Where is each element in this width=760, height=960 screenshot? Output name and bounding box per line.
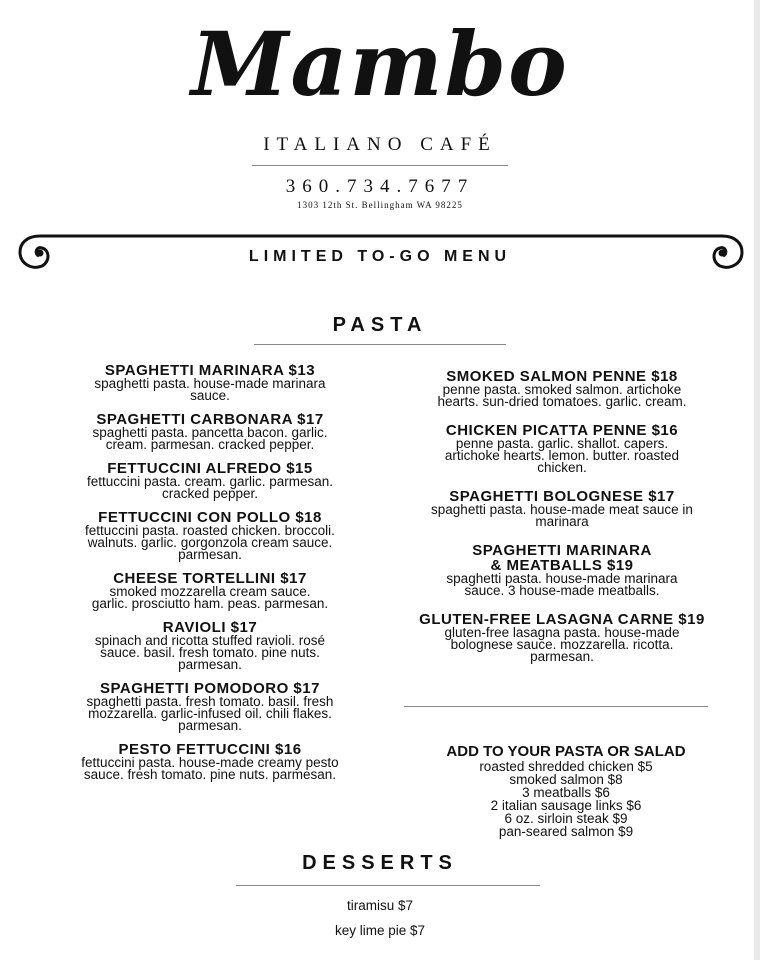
- item-title: PESTO FETTUCCINI $16: [118, 741, 302, 758]
- pasta-divider: [254, 344, 506, 345]
- addon-item: 6 oz. sirloin steak $9: [504, 811, 628, 826]
- item-desc: spaghetti pasta. house-made meat sauce in: [431, 502, 693, 517]
- pasta-left-column: [28, 363, 392, 791]
- item-title: CHEESE TORTELLINI $17: [113, 570, 307, 587]
- item-desc: artichoke hearts. lemon. butter. roasted: [444, 448, 680, 463]
- item-desc: penne pasta. smoked salmon. artichoke: [442, 382, 682, 397]
- addons-section: [398, 744, 734, 838]
- item-desc: spaghetti pasta. pancetta bacon. garlic.: [92, 425, 328, 440]
- address: 1303 12th St. Bellingham WA 98225: [297, 200, 463, 210]
- item-desc: fettuccini pasta. roasted chicken. broccoli.: [85, 523, 335, 538]
- menu-item: [390, 369, 734, 408]
- menu-item: [28, 461, 392, 500]
- item-desc: spaghetti pasta. fresh tomato. basil. fresh: [86, 694, 334, 709]
- item-title: FETTUCCINI ALFREDO $15: [107, 460, 313, 477]
- menu-item: [390, 423, 734, 474]
- item-desc: sauce. 3 house-made meatballs.: [464, 583, 660, 598]
- item-desc: garlic. prosciutto ham. peas. parmesan.: [91, 596, 329, 611]
- pasta-heading: PASTA: [332, 314, 428, 336]
- pasta-right-column: [390, 369, 734, 673]
- item-desc: parmesan.: [178, 718, 242, 733]
- item-title: GLUTEN-FREE LASAGNA CARNE $19: [419, 611, 705, 628]
- menu-item: [28, 510, 392, 561]
- phone-number: 360.734.7677: [285, 176, 475, 197]
- menu-title: LIMITED TO-GO MENU: [248, 248, 512, 265]
- desserts-heading: DESSERTS: [302, 852, 458, 874]
- item-desc: chicken.: [537, 460, 587, 475]
- dessert-item: key lime pie $7: [334, 923, 426, 938]
- menu-item: [28, 681, 392, 732]
- item-desc: sauce. fresh tomato. pine nuts. parmesan.: [83, 767, 337, 782]
- menu-item: [390, 543, 734, 597]
- item-title: RAVIOLI $17: [162, 619, 258, 636]
- menu-item: [28, 742, 392, 781]
- item-desc: spinach and ricotta stuffed ravioli. rosé: [94, 633, 326, 648]
- item-desc: spaghetti pasta. house-made marinara: [94, 376, 326, 391]
- item-title: SPAGHETTI MARINARA: [472, 542, 652, 559]
- item-desc: fettuccini pasta. cream. garlic. parmesan.: [86, 474, 334, 489]
- right-column-divider: [404, 706, 708, 707]
- item-desc: fettuccini pasta. house-made creamy pesto: [81, 755, 339, 770]
- item-desc: sauce.: [190, 388, 230, 403]
- item-desc: sauce. basil. fresh tomato. pine nuts.: [100, 645, 320, 660]
- addon-item: smoked salmon $8: [509, 772, 623, 787]
- item-desc: cream. parmesan. cracked pepper.: [105, 437, 315, 452]
- item-title: CHICKEN PICATTA PENNE $16: [445, 422, 679, 439]
- addon-item: 2 italian sausage links $6: [490, 798, 642, 813]
- menu-item: [390, 489, 734, 528]
- item-title: SPAGHETTI BOLOGNESE $17: [449, 488, 675, 505]
- item-desc: gluten-free lasagna pasta. house-made: [444, 625, 680, 640]
- menu-item: [390, 612, 734, 663]
- item-title: SPAGHETTI POMODORO $17: [100, 680, 320, 697]
- item-title: SMOKED SALMON PENNE $18: [446, 368, 678, 385]
- header-divider: [252, 165, 508, 166]
- item-desc: marinara: [535, 514, 589, 529]
- item-title: SPAGHETTI MARINARA $13: [104, 362, 316, 379]
- addon-item: pan-seared salmon $9: [498, 824, 634, 839]
- addon-item: roasted shredded chicken $5: [479, 759, 653, 774]
- menu-item: [28, 363, 392, 402]
- item-desc: walnuts. garlic. gorgonzola cream sauce.: [87, 535, 333, 550]
- item-title: SPAGHETTI CARBONARA $17: [96, 411, 324, 428]
- menu-item: [28, 412, 392, 451]
- item-title-line-2: & MEATBALLS $19: [490, 557, 634, 574]
- desserts-divider: [236, 885, 540, 886]
- item-desc: parmesan.: [178, 547, 242, 562]
- item-desc: mozzarella. garlic-infused oil. chili flakes.: [88, 706, 332, 721]
- menu-item: [28, 571, 392, 610]
- item-desc: cracked pepper.: [161, 486, 259, 501]
- item-desc: parmesan.: [530, 649, 594, 664]
- cafe-subtitle: ITALIANO CAFÉ: [263, 134, 497, 155]
- item-desc: bolognese sauce. mozzarella. ricotta.: [450, 637, 674, 652]
- item-title: FETTUCCINI CON POLLO $18: [98, 509, 322, 526]
- item-desc: spaghetti pasta. house-made marinara: [446, 571, 678, 586]
- menu-item: [28, 620, 392, 671]
- logo-wordmark: Mambo: [191, 12, 569, 116]
- addon-item: 3 meatballs $6: [522, 785, 610, 800]
- page-edge: [754, 0, 760, 960]
- item-desc: penne pasta. garlic. shallot. capers.: [455, 436, 669, 451]
- item-desc: hearts. sun-dried tomatoes. garlic. cream.: [437, 394, 687, 409]
- addons-title: ADD TO YOUR PASTA OR SALAD: [446, 743, 686, 760]
- dessert-item: tiramisu $7: [346, 898, 414, 913]
- item-desc: parmesan.: [178, 657, 242, 672]
- item-desc: smoked mozzarella cream sauce.: [109, 584, 311, 599]
